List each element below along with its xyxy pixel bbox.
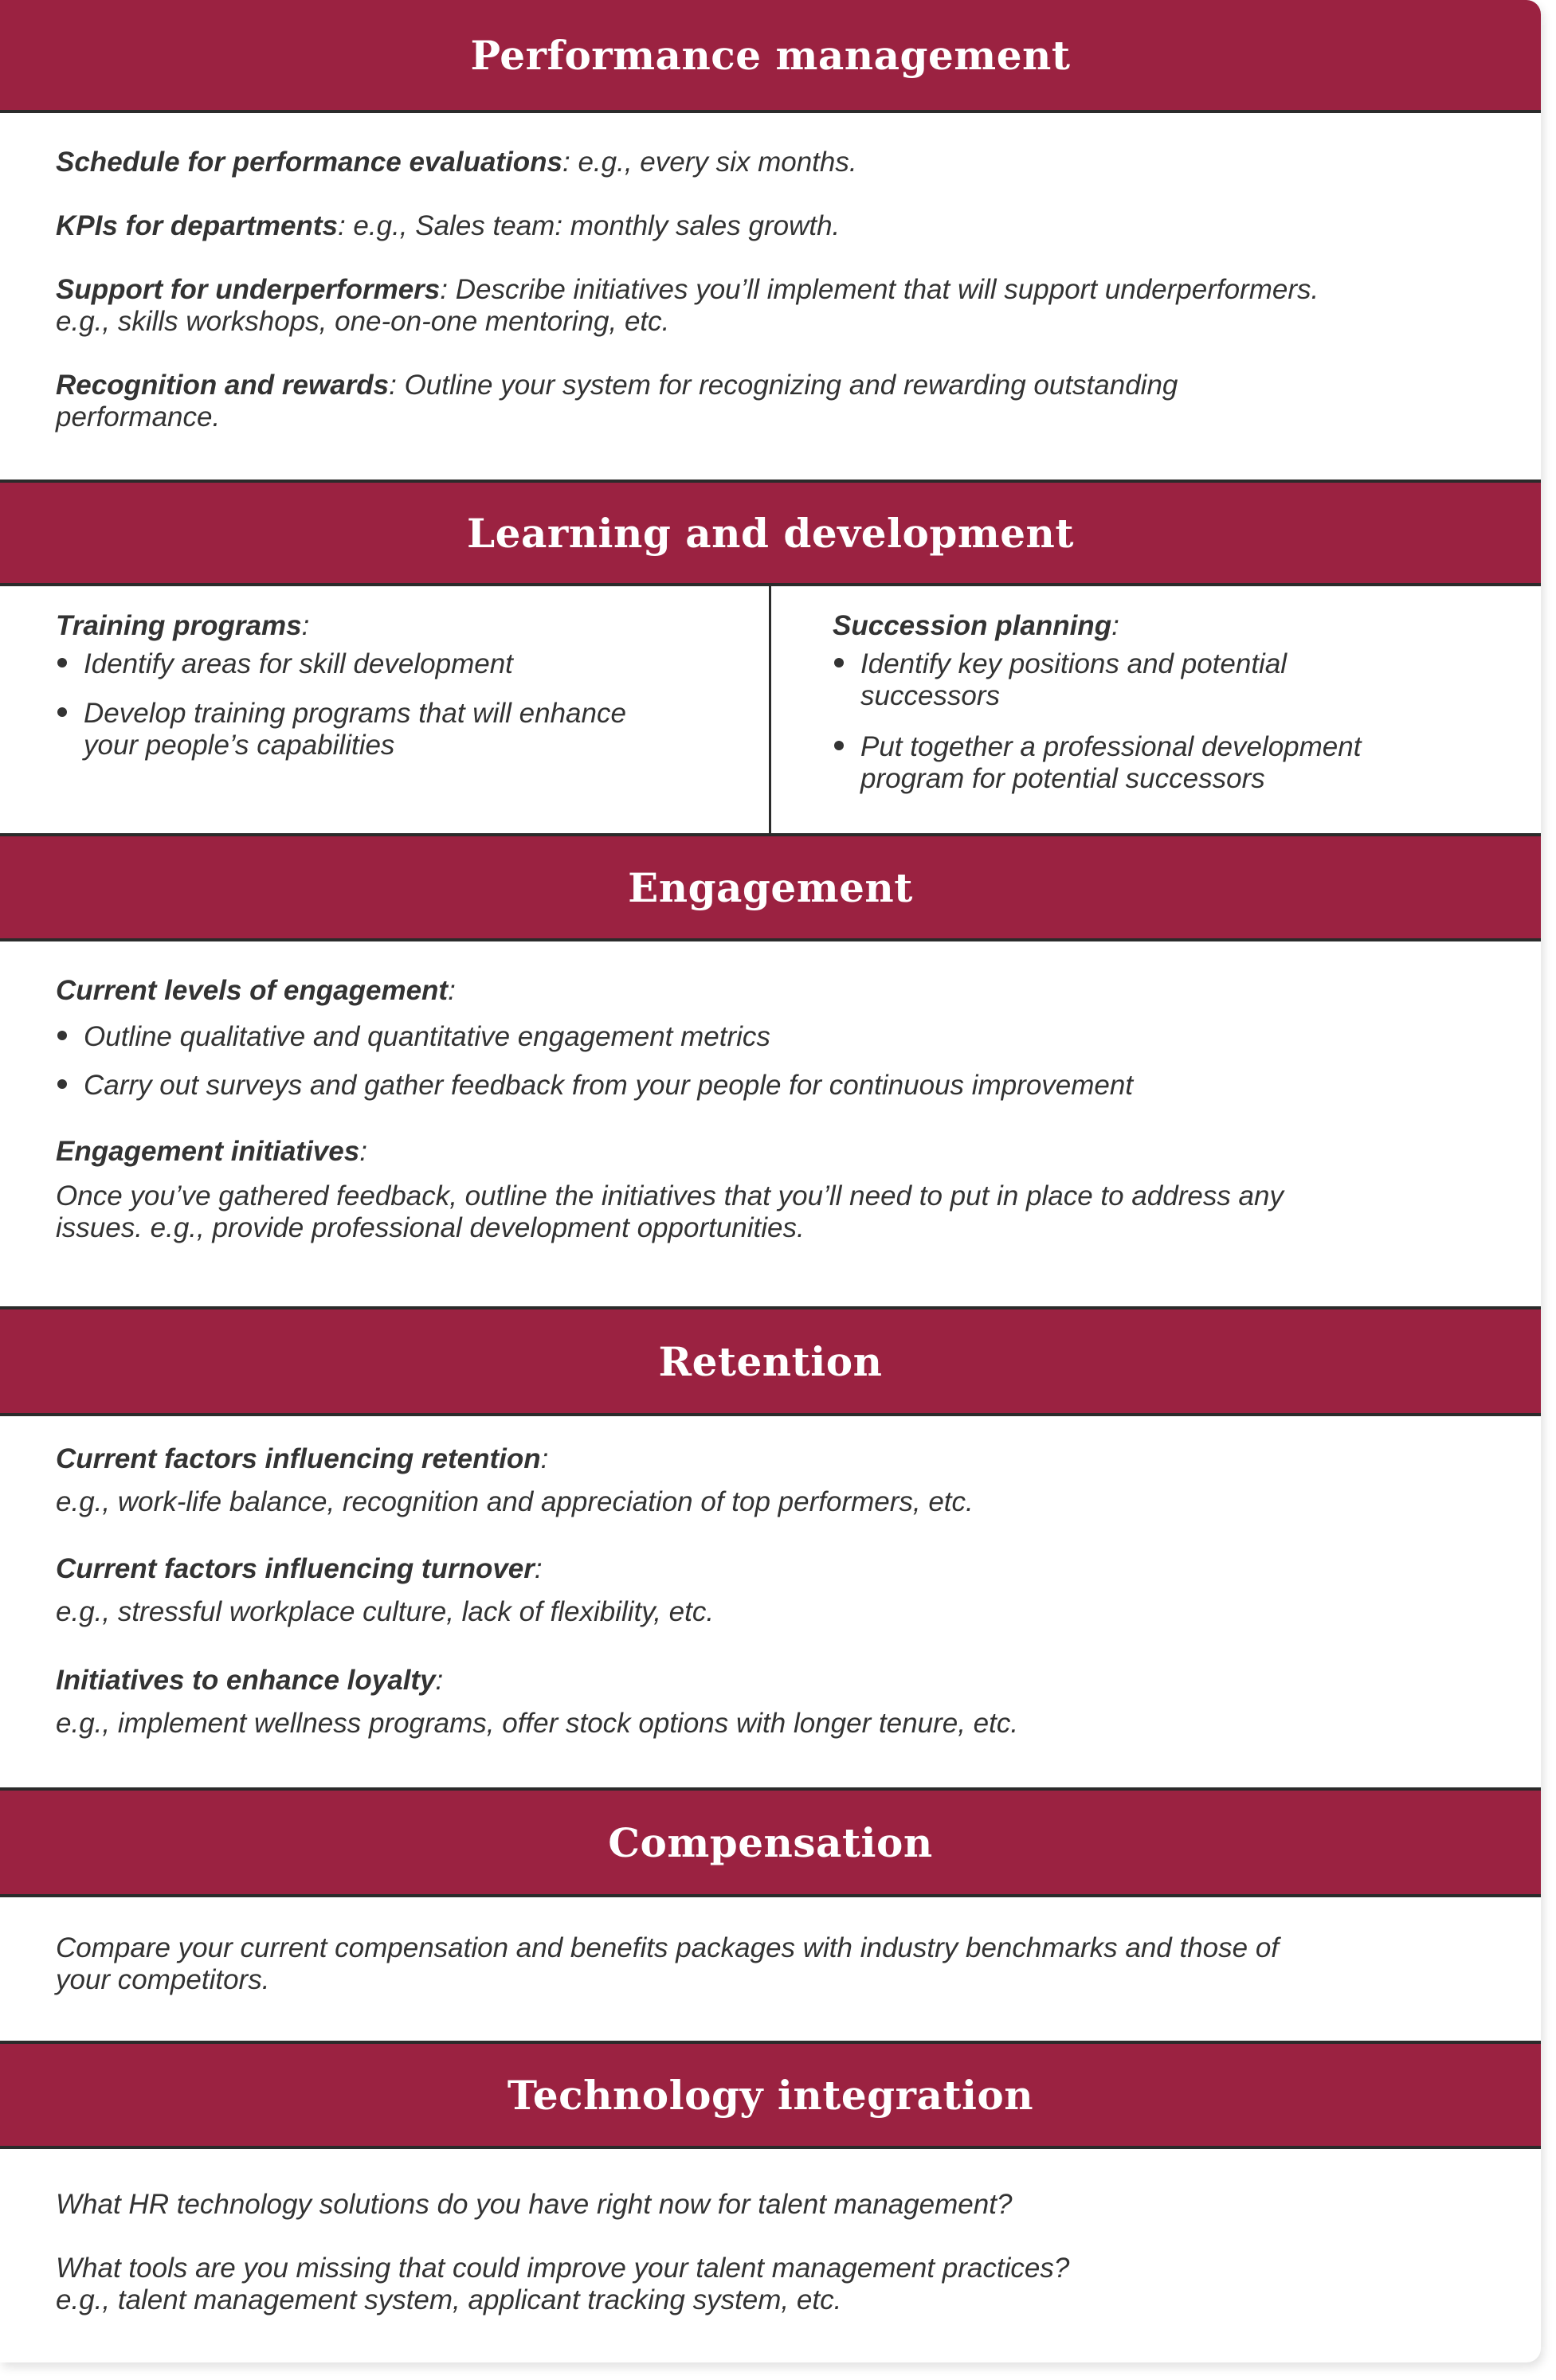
technology-body (0, 2149, 1541, 2362)
retention-body (0, 1416, 1541, 1787)
technology-header (0, 2041, 1541, 2149)
column-divider (769, 586, 771, 836)
performance-header (0, 0, 1541, 113)
retention-heading: Current factors influencing turnover: (56, 1553, 543, 1584)
bullet-text: Identify key positions and potential (860, 648, 1288, 679)
performance-item-cont: e.g., skills workshops, one-on-one mentoring, etc. (56, 306, 670, 337)
compensation-body (0, 1897, 1541, 2042)
performance-body (0, 113, 1541, 480)
engagement-title: Engagement (628, 863, 913, 911)
retention-heading: Current factors influencing retention: (56, 1443, 549, 1474)
engagement-initiatives-heading: Engagement initiatives: (56, 1136, 367, 1167)
technology-example: e.g., talent management system, applicant tracking system, etc. (56, 2284, 842, 2315)
retention-title: Retention (658, 1337, 883, 1385)
performance-item-cont: performance. (56, 401, 221, 433)
bullet-text-cont: successors (860, 680, 1001, 711)
learning-header (0, 480, 1541, 586)
retention-heading: Initiatives to enhance loyalty: (56, 1665, 444, 1696)
compensation-text: your competitors. (56, 1964, 270, 1995)
bullet-text: Identify areas for skill development (84, 648, 513, 679)
compensation-title: Compensation (608, 1818, 933, 1866)
bullet-dot (57, 658, 67, 667)
performance-item: Schedule for performance evaluations: e.g., every six months. (56, 147, 857, 178)
engagement-body (0, 941, 1541, 1308)
engagement-current-heading: Current levels of engagement: (56, 975, 456, 1006)
performance-item: Recognition and rewards: Outline your system for recognizing and rewarding outstanding (56, 370, 1178, 401)
succession-planning-heading: Succession planning: (833, 610, 1119, 641)
engagement-initiatives-text: Once you’ve gathered feedback, outline the initiatives that you’ll need to put in place to address any (56, 1180, 1284, 1212)
performance-item: KPIs for departments: e.g., Sales team: monthly sales growth. (56, 210, 841, 241)
retention-text: e.g., work-life balance, recognition and appreciation of top performers, etc. (56, 1486, 974, 1517)
technology-title: Technology integration (507, 2071, 1034, 2119)
bullet-text: Outline qualitative and quantitative engagement metrics (84, 1021, 770, 1052)
bullet-dot (57, 1079, 67, 1089)
compensation-text: Compare your current compensation and benefits packages with industry benchmarks and those of (56, 1932, 1280, 1963)
engagement-header (0, 833, 1541, 941)
retention-text: e.g., implement wellness programs, offer stock options with longer tenure, etc. (56, 1708, 1019, 1739)
bullet-text: Develop training programs that will enhance (84, 698, 626, 729)
retention-header (0, 1306, 1541, 1416)
performance-title: Performance management (470, 31, 1071, 79)
bullet-text-cont: your people’s capabilities (84, 730, 395, 761)
technology-question: What HR technology solutions do you have right now for talent management? (56, 2189, 1013, 2220)
bullet-dot (834, 658, 844, 667)
bullet-dot (834, 741, 844, 750)
retention-text: e.g., stressful workplace culture, lack of flexibility, etc. (56, 1596, 715, 1627)
engagement-initiatives-text: issues. e.g., provide professional development opportunities. (56, 1212, 805, 1243)
compensation-header (0, 1787, 1541, 1897)
bullet-text: Put together a professional development (860, 731, 1362, 762)
learning-title: Learning and development (467, 509, 1074, 557)
bullet-text-cont: program for potential successors (860, 763, 1265, 794)
performance-item: Support for underperformers: Describe initiatives you’ll implement that will support underperformers. (56, 274, 1319, 305)
technology-question: What tools are you missing that could improve your talent management practices? (56, 2253, 1070, 2284)
training-programs-heading: Training programs: (56, 610, 310, 641)
bullet-text: Carry out surveys and gather feedback from your people for continuous improvement (84, 1070, 1134, 1101)
bullet-dot (57, 707, 67, 717)
bullet-dot (57, 1031, 67, 1040)
learning-body (0, 586, 1541, 836)
